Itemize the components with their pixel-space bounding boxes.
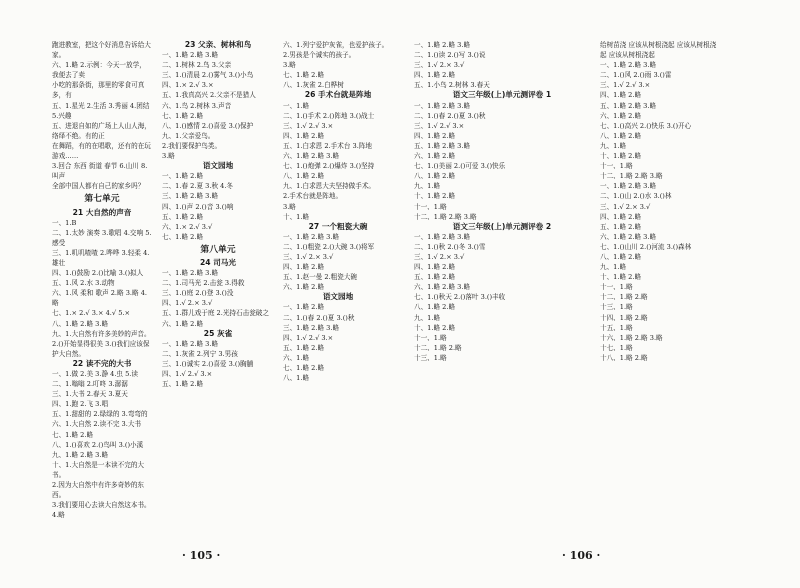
right-column-1: [414, 40, 590, 530]
right-column-2: [600, 40, 776, 530]
answer-line: 九、1.大自然有许多美妙的声音。: [52, 329, 151, 338]
answer-line: 2.因为大自然中有许多奇妙的东西。: [52, 481, 145, 500]
answer-line: 七、1.略 2.略: [283, 364, 325, 372]
answer-line: 四、1.略 2.略: [600, 91, 642, 100]
lesson-heading: 语文三年级(上)单元测评卷 1: [452, 90, 552, 100]
answer-line: 二、1.()手术 2.()阵地 3.()战士: [283, 111, 375, 120]
answer-line: 五、1.略 2.略 3.略: [600, 101, 657, 110]
answer-line: 3.略: [162, 152, 175, 161]
answer-line: 五、1.风 2.水 3.动物: [52, 279, 115, 288]
answer-line: 跑进教室，把这个好消息告诉给大家。: [52, 41, 151, 60]
answer-line: 三、1.√ 2.√ 3.×: [283, 121, 334, 130]
answer-line: 二、1.()山 2.()水 3.()林: [600, 192, 672, 201]
answer-line: 四、1.√ 2.× 3.√: [162, 299, 213, 308]
answer-line: 九、1.略: [600, 263, 627, 272]
left-column-3: [283, 40, 393, 530]
answer-line: 五、1.小鸟 2.树林 3.春天: [414, 81, 490, 90]
answer-line: 三、1.√ 2.× 3.√: [414, 61, 465, 70]
answer-line: 六、1.略 2.略 3.略: [283, 152, 340, 161]
answer-line: 八、1.略: [283, 374, 310, 383]
answer-line: 十五、1.略: [600, 323, 633, 332]
answer-line: 小吃的那条街，那里的零食可真多，有: [52, 81, 145, 100]
answer-line: 二、1.()春 2.()夏 3.()秋: [283, 313, 355, 322]
answer-line: 九、1.略: [414, 182, 441, 191]
answer-line: 七、1.略 2.略: [162, 232, 204, 241]
answer-line: 十二、1.略 2.略: [414, 343, 462, 352]
answer-line: 一、1.做 2.美 3.静 4.虫 5.读: [52, 370, 138, 378]
answer-line: 四、1.略 2.略: [283, 131, 325, 140]
lesson-heading: 25 灰雀: [203, 328, 233, 338]
answer-line: 五、1.赵一曼 2.粗瓷大碗: [283, 273, 358, 282]
answer-line: 三、1.√ 2.√ 3.×: [414, 121, 465, 130]
answer-line: 八、1.()喜欢 2.()鸟叫 3.()小溪: [52, 440, 144, 449]
answer-line: 五、1.星光 2.生活 3.秀丽 4.团结 5.兴趣: [52, 101, 150, 120]
answer-line: 四、1.跑 2.飞 3.唱: [52, 400, 109, 409]
answer-line: 五、1.群儿戏于庭 2.光持石击瓮破之: [162, 309, 269, 318]
answer-line: 三、1.()清晨 2.()雾气 3.()小鸟: [162, 71, 254, 80]
answer-line: 起 应该从树根浇起: [600, 51, 655, 60]
answer-line: 九、1.白求恩大夫坚持做手术。: [283, 182, 376, 191]
answer-line: 六、1.列宁爱护灰雀，也爱护孩子。: [283, 41, 389, 49]
lesson-heading: 语文三年级(上)单元测评卷 2: [452, 221, 552, 231]
answer-line: 六、1.略 2.略: [283, 283, 325, 292]
lesson-heading: 21 大自然的声音: [72, 207, 132, 217]
answer-line: 五、1.略 2.略 3.略: [414, 141, 471, 150]
page-number: · 105 ·: [182, 549, 221, 562]
answer-line: 三、1.略 2.略 3.略: [162, 192, 219, 201]
answer-line: 八、1.略 2.略: [414, 172, 456, 181]
answer-line: 给树苗浇 应该从树根浇起 应该从树根浇: [600, 41, 717, 49]
answer-line: 七、1.略 2.略: [283, 71, 325, 80]
answer-line: 2.手术台就是阵地。: [283, 192, 343, 201]
answer-line: 六、1.× 2.√ 3.√: [162, 222, 213, 231]
answer-line: 三、1.√ 2.√ 3.×: [600, 81, 651, 90]
answer-line: 六、1.大自然 2.读不完 3.大书: [52, 420, 142, 429]
answer-line: 五、1.我真高兴 2.父亲不是猎人: [162, 91, 256, 100]
answer-line: 十七、1.略: [600, 343, 633, 352]
unit-heading: 第七单元: [84, 194, 120, 205]
answer-line: 七、1.()山川 2.()河流 3.()森林: [600, 242, 692, 251]
page-number: · 106 ·: [562, 549, 601, 562]
answer-line: 一、1.略 2.略 3.略: [162, 339, 219, 348]
answer-line: 八、1.()感情 2.()喜爱 3.()保护: [162, 121, 254, 130]
answer-line: 五、进退自如的广场上人山人海，络绎不绝。有的正: [52, 121, 151, 140]
answer-line: 八、1.略 2.略: [283, 172, 325, 181]
answer-line: 六、1.略 2.略: [600, 111, 642, 120]
answer-line: 七、1.略 2.略: [162, 111, 204, 120]
answer-line: 八、1.略 2.略: [600, 131, 642, 140]
answer-line: 一、1.略 2.略 3.略: [414, 232, 471, 241]
answer-line: 一、1.略 2.略: [162, 172, 204, 181]
answer-line: 六、1.风 柔和 歌声 2.略 3.略 4.略: [52, 289, 147, 308]
answer-line: 十四、1.略 2.略: [600, 313, 648, 322]
answer-line: 六、1.略 2.略 3.略: [600, 232, 657, 241]
answer-line: 3.回合 东西 街道 春节 6.山川 8.叫声: [52, 162, 148, 181]
answer-line: 五、1.略 2.略: [600, 222, 642, 231]
answer-line: 七、1.()秋天 2.()落叶 3.()丰收: [414, 293, 506, 302]
answer-line: 四、1.略 2.略: [414, 131, 456, 140]
answer-line: 三、1.叽叽喳喳 2.哗哗 3.轻柔 4.雄壮: [52, 248, 150, 267]
answer-line: 十三、1.略: [600, 303, 633, 312]
answer-line: 九、1.略 2.略 3.略: [52, 450, 109, 459]
answer-line: 2.()开始显得很美 3.()我们应该保护大自然。: [52, 339, 150, 358]
answer-line: 一、1.略 2.略: [283, 303, 325, 312]
answer-line: 一、1.略: [283, 101, 310, 110]
answer-line: 六、1.略 2.略: [162, 319, 204, 328]
answer-line: 十一、1.略: [414, 202, 447, 211]
answer-line: 一、1.略 2.略 3.略: [283, 232, 340, 241]
answer-line: 四、1.√ 2.√ 3.×: [283, 333, 334, 342]
answer-line: 四、1.略 2.略: [283, 263, 325, 272]
answer-line: 一、1.略 2.略 3.略: [600, 182, 657, 191]
answer-line: 十一、1.略: [600, 283, 633, 292]
answer-line: 十、1.略: [283, 212, 310, 221]
answer-line: 七、1.略 2.略: [52, 430, 94, 439]
answer-line: 二、1.()春 2.()夏 3.()秋: [414, 111, 486, 120]
answer-line: 五、1.略 2.略: [162, 212, 204, 221]
answer-line: 四、1.略 2.略: [414, 71, 456, 80]
answer-line: 三、1.()诚实 2.()喜爱 3.()胸脯: [162, 359, 254, 368]
answer-line: 2.我们要保护鸟类。: [162, 141, 222, 150]
answer-line: 三、1.√ 2.× 3.√: [414, 252, 465, 261]
answer-line: 十三、1.略: [414, 353, 447, 362]
lesson-heading: 24 司马光: [200, 257, 236, 267]
answer-line: 十、1.略 2.略: [414, 192, 456, 201]
answer-line: 二、1.()粗瓷 2.()大碗 3.()将军: [283, 242, 375, 251]
answer-line: 八、1.略 2.略: [414, 303, 456, 312]
answer-line: 十二、1.略 2.略 3.略: [600, 172, 663, 181]
answer-line: 全部中国人都有自己的家乡吗？: [52, 182, 145, 191]
answer-line: 六、1.略 2.示例：今天一放学，我便去了卖: [52, 61, 146, 80]
answer-line: 六、1.略: [283, 353, 310, 362]
answer-line: 四、1.略 2.略: [600, 212, 642, 221]
answer-line: 六、1.鸟 2.树林 3.声音: [162, 101, 232, 110]
answer-line: 五、1.白求恩 2.手术台 3.阵地: [283, 141, 373, 150]
answer-line: 五、1.略 2.略: [162, 380, 204, 389]
answer-line: 3.略: [283, 202, 296, 211]
answer-line: 在舞蹈，有的在唱歌，还有的在玩游戏……: [52, 141, 151, 161]
answer-line: 十六、1.略 2.略 3.略: [600, 333, 663, 342]
answer-line: 一、1.略 2.略 3.略: [162, 269, 219, 278]
answer-line: 2.男孩是个诚实的孩子。: [283, 51, 356, 60]
answer-line: 三、1.()庭 2.()登 3.()没: [162, 289, 234, 298]
answer-line: 六、1.略 2.略: [414, 152, 456, 161]
answer-line: 二、1.嗡嗡 2.叮咚 3.潺潺: [52, 380, 128, 389]
lesson-heading: 语文园地: [202, 161, 234, 171]
lesson-heading: 26 手术台就是阵地: [304, 90, 372, 100]
lesson-heading: 27 一个粗瓷大碗: [308, 221, 368, 231]
answer-line: 五、1.略 2.略: [283, 343, 325, 352]
answer-line: 3.我们要用心去读大自然这本书。: [52, 501, 151, 510]
answer-line: 十二、1.略 2.略: [600, 293, 648, 302]
answer-line: 八、1.略 2.略: [600, 252, 642, 261]
answer-line: 一、1.略 2.略 3.略: [414, 101, 471, 110]
lesson-heading: 23 父亲、树林和鸟: [184, 40, 252, 49]
left-column-2: [162, 40, 274, 530]
answer-line: 八、1.略 2.略 3.略: [52, 319, 109, 328]
lesson-heading: 22 读不完的大书: [72, 358, 132, 368]
answer-line: 四、1.× 2.√ 3.×: [162, 81, 214, 90]
answer-line: 七、1.()高兴 2.()快乐 3.()开心: [600, 121, 692, 130]
answer-line: 一、1.略 2.略 3.略: [162, 51, 219, 60]
answer-line: 二、1.春 2.夏 3.秋 4.冬: [162, 182, 234, 191]
answer-line: 九、1.父亲爱鸟。: [162, 131, 215, 140]
answer-line: 十、1.大自然是一本读不完的大书。: [52, 460, 145, 479]
answer-line: 三、1.√ 2.× 3.√: [600, 202, 651, 211]
left-column-1: [52, 40, 152, 530]
answer-line: 二、1.树林 2.鸟 3.父亲: [162, 61, 232, 70]
answer-line: 四、1.略 2.略: [414, 263, 456, 272]
answer-line: 七、1.× 2.√ 3.× 4.√ 5.×: [52, 309, 131, 318]
answer-line: 二、1.司马光 2.击瓮 3.得救: [162, 279, 245, 288]
answer-line: 二、1.灰雀 2.列宁 3.男孩: [162, 349, 238, 358]
answer-line: 四、1.()鼓励 2.()比喻 3.()拟人: [52, 269, 144, 278]
answer-line: 三、1.大书 2.春天 3.夏天: [52, 390, 128, 399]
answer-line: 十八、1.略 2.略: [600, 353, 648, 362]
answer-line: 四、1.()声 2.()音 3.()响: [162, 202, 234, 211]
answer-line: 一、1.B: [52, 218, 77, 227]
answer-line: 六、1.略 2.略 3.略: [414, 283, 471, 292]
answer-line: 四、1.√ 2.√ 3.×: [162, 370, 213, 378]
answer-line: 九、1.略: [414, 313, 441, 322]
answer-line: 三、1.√ 2.× 3.√: [283, 252, 334, 261]
answer-line: 二、1.()风 2.()雨 3.()雷: [600, 71, 672, 80]
answer-line: 十、1.略 2.略: [600, 152, 642, 161]
right-page: [400, 0, 800, 588]
answer-line: 三、1.略 2.略 3.略: [283, 323, 340, 332]
answer-line: 一、1.略 2.略 3.略: [414, 41, 471, 49]
lesson-heading: 语文园地: [322, 292, 354, 302]
answer-line: 3.略: [283, 61, 296, 70]
answer-line: 一、1.略 2.略 3.略: [600, 61, 657, 70]
answer-line: 十二、1.略 2.略 3.略: [414, 212, 477, 221]
answer-line: 二、1.太妙 演奏 3.歌唱 4.交响 5.感受: [52, 228, 152, 247]
answer-line: 十、1.略 2.略: [600, 273, 642, 282]
answer-line: 十一、1.略: [600, 162, 633, 171]
unit-heading: 第八单元: [200, 244, 236, 255]
answer-line: 七、1.()美丽 2.()可爱 3.()快乐: [414, 162, 506, 171]
answer-line: 五、1.略 2.略: [414, 273, 456, 282]
answer-line: 二、1.()读 2.()写 3.()说: [414, 51, 486, 60]
answer-line: 十一、1.略: [414, 333, 447, 342]
answer-line: 十、1.略 2.略: [414, 323, 456, 332]
answer-line: 五、1.甜甜的 2.绿绿的 3.弯弯的: [52, 410, 148, 419]
answer-line: 八、1.灰雀 2.白桦树: [283, 81, 344, 90]
answer-line: 九、1.略: [600, 141, 627, 150]
answer-line: 二、1.()秋 2.()冬 3.()雪: [414, 242, 486, 251]
answer-line: 4.略: [52, 511, 65, 520]
answer-line: 七、1.()炮弹 2.()爆炸 3.()坚持: [283, 162, 375, 171]
